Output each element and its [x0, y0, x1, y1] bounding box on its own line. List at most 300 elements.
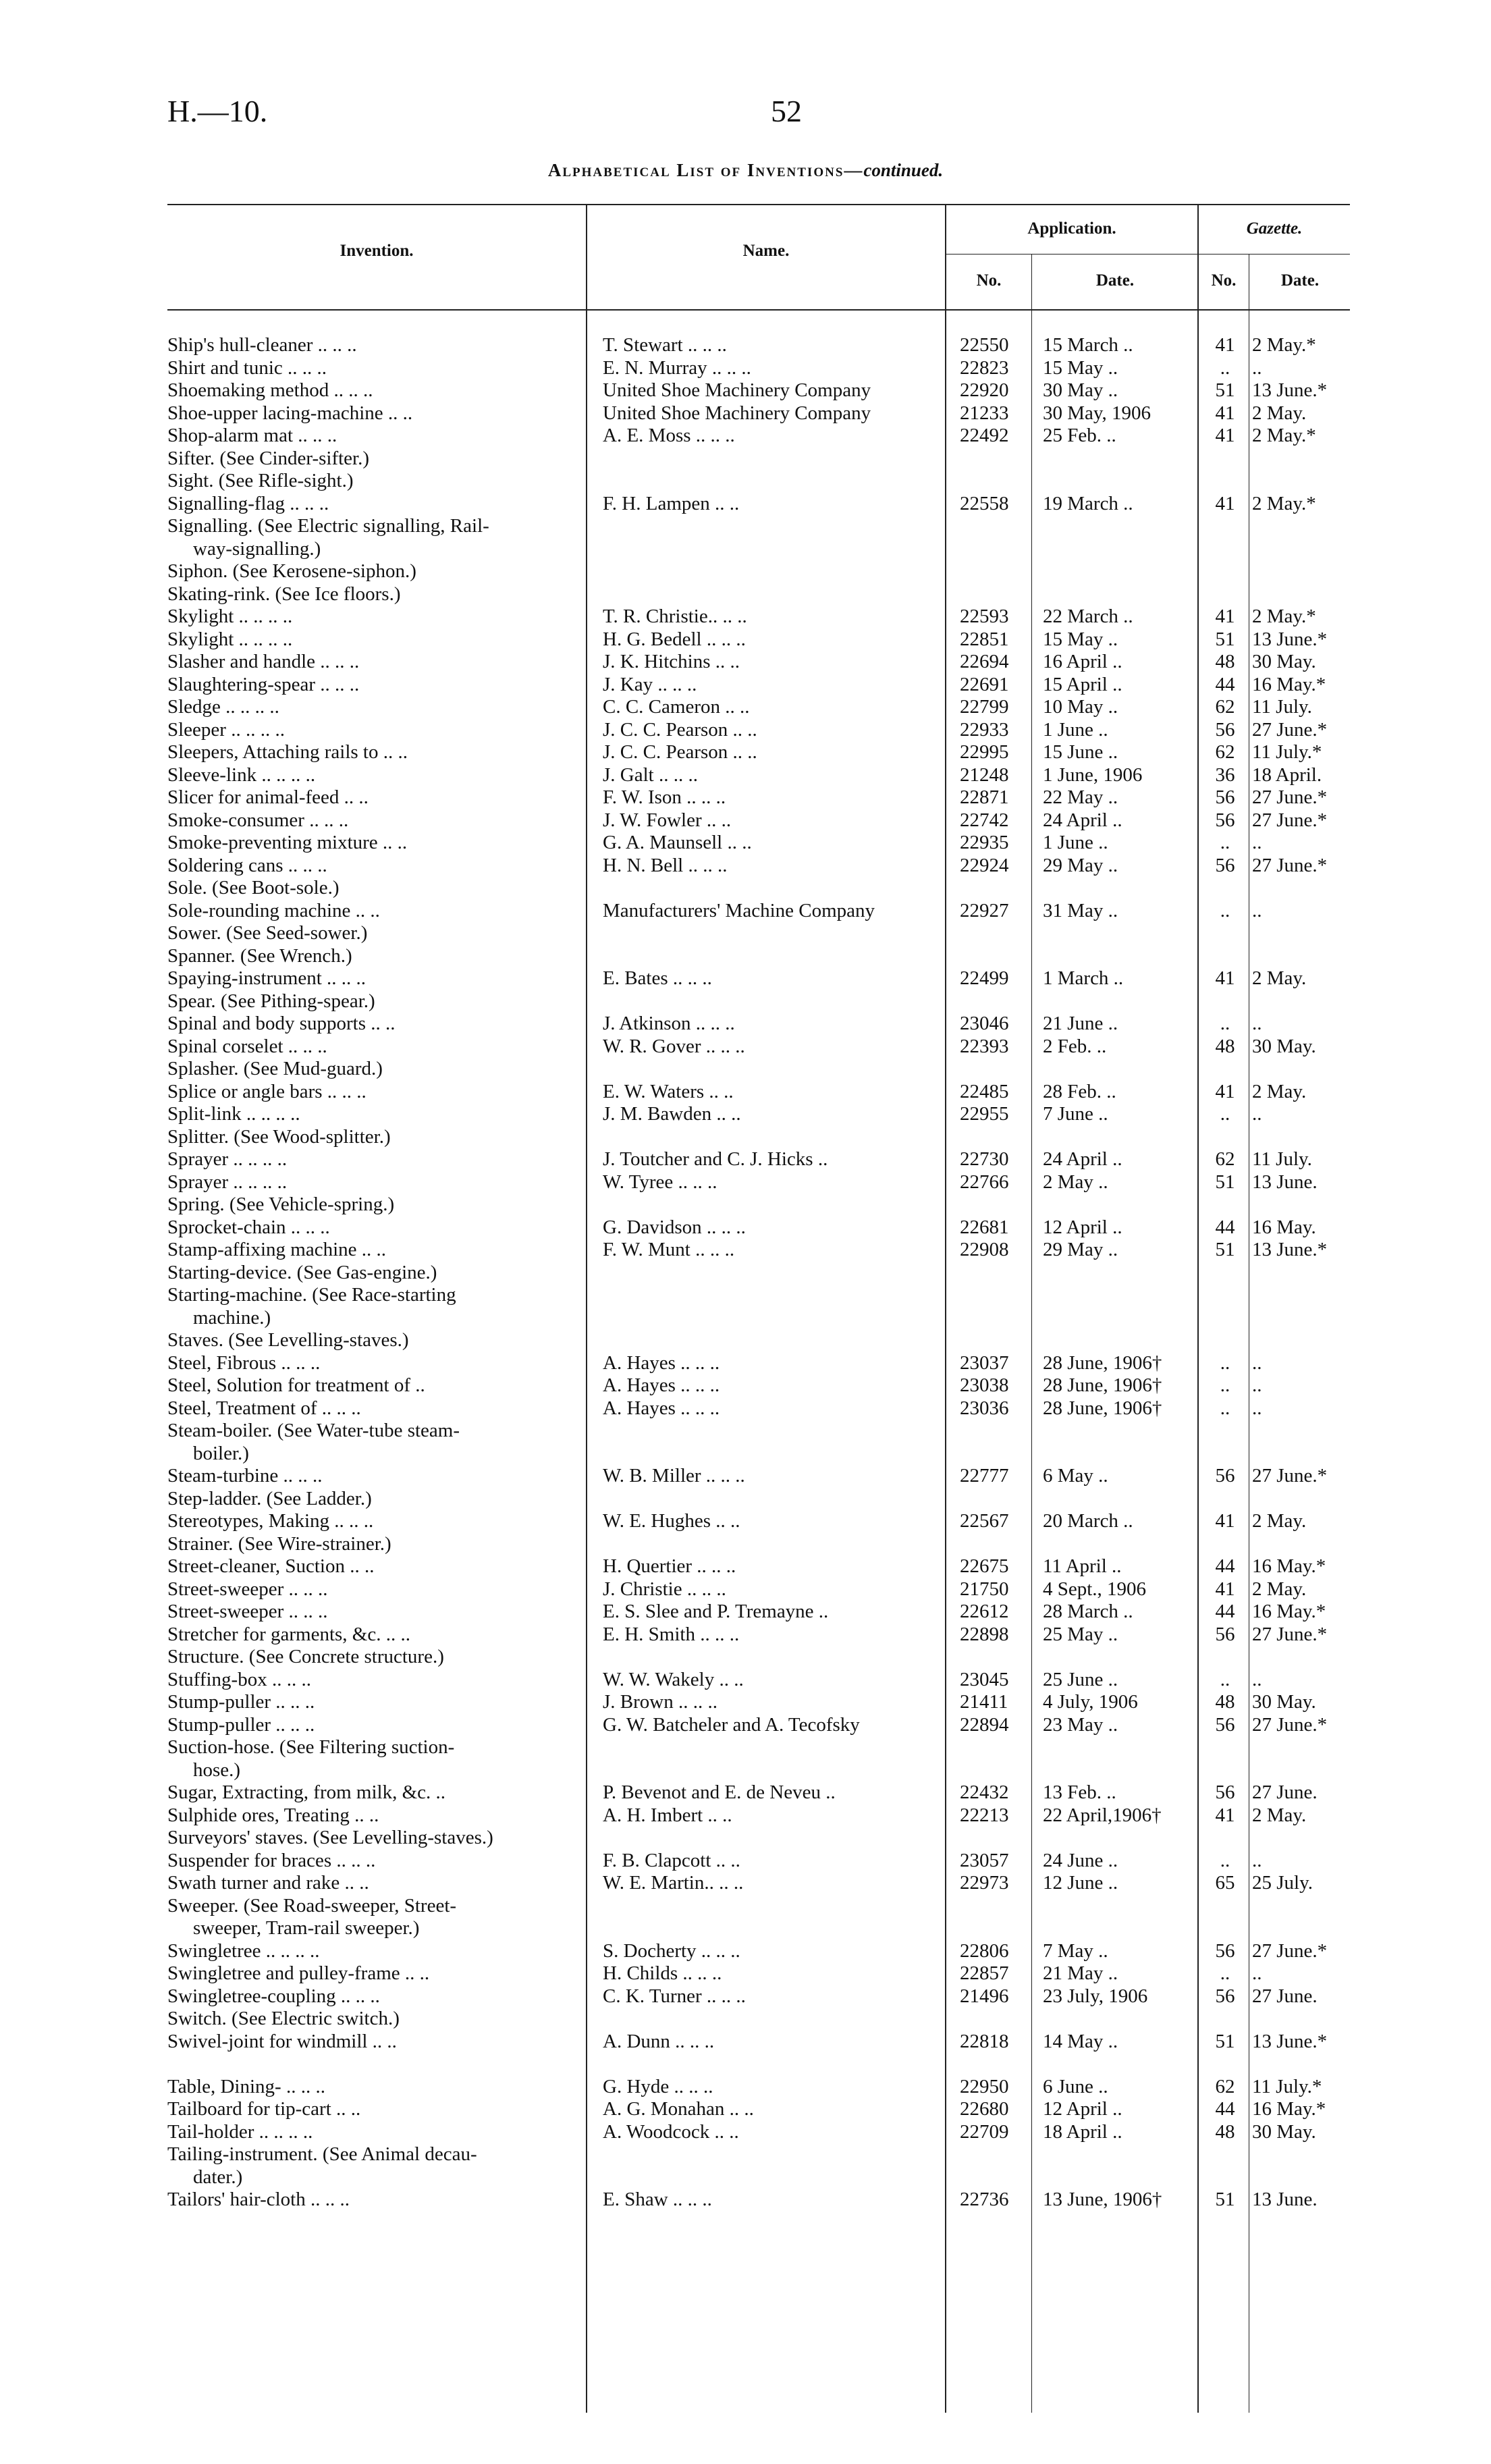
- invention-cell: Splitter. (See Wood-splitter.): [167, 1125, 391, 1148]
- table-row: [0, 1555, 1491, 1578]
- gazette-no-cell: 65: [1215, 1872, 1235, 1894]
- name-cell: A. Hayes .. .. ..: [603, 1397, 720, 1419]
- application-no-cell: 22766: [960, 1171, 1009, 1193]
- gazette-no-cell: ..: [1220, 1103, 1230, 1125]
- application-date-cell: 23 May ..: [1043, 1713, 1118, 1736]
- invention-cell: Starting-device. (See Gas-engine.): [167, 1261, 437, 1283]
- application-no-cell: 22908: [960, 1239, 1009, 1260]
- name-cell: E. S. Slee and P. Tremayne ..: [603, 1601, 829, 1622]
- gazette-date-cell: 13 June.*: [1252, 379, 1328, 401]
- application-no-cell: 23057: [960, 1849, 1009, 1871]
- application-no-cell: 22499: [960, 967, 1009, 989]
- name-cell: F. W. Munt .. .. ..: [603, 1239, 735, 1260]
- invention-cell: Sole-rounding machine .. ..: [167, 899, 380, 921]
- gazette-date-cell: 13 June.*: [1252, 628, 1328, 650]
- table-row: [0, 1057, 1491, 1080]
- table-row: [0, 1939, 1491, 1962]
- application-no-cell: 22927: [960, 899, 1009, 921]
- gazette-date-cell: 27 June.*: [1252, 1623, 1328, 1645]
- gazette-no-cell: 62: [1215, 1148, 1235, 1170]
- invention-cell: Suspender for braces .. .. ..: [167, 1849, 376, 1871]
- invention-cell: Switch. (See Electric switch.): [167, 2008, 400, 2029]
- application-date-cell: 23 July, 1906: [1043, 1985, 1148, 2007]
- invention-cell: Sleeve-link .. .. .. ..: [167, 764, 316, 786]
- application-date-cell: 7 May ..: [1043, 1939, 1108, 1962]
- application-no-cell: 21750: [960, 1578, 1009, 1600]
- table-row: [0, 1351, 1491, 1374]
- gazette-no-cell: 41: [1215, 1510, 1235, 1532]
- invention-cell: Steam-boiler. (See Water-tube steam-: [167, 1420, 460, 1441]
- invention-cell: Spinal corselet .. .. ..: [167, 1035, 327, 1057]
- table-row: [0, 1736, 1491, 1759]
- col-header-invention: Invention.: [340, 242, 414, 260]
- table-row: [0, 1600, 1491, 1623]
- application-no-cell: 22777: [960, 1465, 1009, 1487]
- invention-cell: Tail-holder .. .. .. ..: [167, 2120, 313, 2143]
- col-header-gaz-no: No.: [1211, 271, 1237, 290]
- table-row: [0, 1759, 1491, 1782]
- gazette-no-cell: ..: [1220, 1849, 1230, 1871]
- application-no-cell: 22709: [960, 2120, 1009, 2143]
- name-cell: G. Davidson .. .. ..: [603, 1216, 746, 1238]
- name-cell: C. C. Cameron .. ..: [603, 696, 750, 718]
- gazette-date-cell: 13 June.*: [1252, 2030, 1328, 2052]
- application-date-cell: 21 June ..: [1043, 1013, 1118, 1034]
- table-row: [0, 1329, 1491, 1351]
- invention-cell: Tailing-instrument. (See Animal decau-: [167, 2143, 477, 2165]
- application-date-cell: 28 June, 1906†: [1043, 1374, 1162, 1396]
- table-row: [0, 1374, 1491, 1397]
- invention-cell: Suction-hose. (See Filtering suction-: [167, 1736, 455, 1758]
- invention-cell: Stump-puller .. .. ..: [167, 1691, 315, 1713]
- application-no-cell: 22492: [960, 425, 1009, 446]
- table-row: [0, 1713, 1491, 1736]
- name-cell: G. A. Maunsell .. ..: [603, 832, 752, 853]
- name-cell: T. Stewart .. .. ..: [603, 334, 727, 356]
- name-cell: E. N. Murray .. .. ..: [603, 356, 751, 379]
- col-header-app-no: No.: [976, 271, 1002, 290]
- gazette-date-cell: 13 June.*: [1252, 1239, 1328, 1260]
- gazette-date-cell: 2 May.: [1252, 1510, 1307, 1532]
- gazette-date-cell: 27 June.*: [1252, 1713, 1328, 1736]
- name-cell: T. R. Christie.. .. ..: [603, 606, 747, 627]
- gazette-date-cell: ..: [1252, 356, 1262, 379]
- gazette-date-cell: 2 May.: [1252, 402, 1307, 424]
- invention-cell: Smoke-consumer .. .. ..: [167, 809, 349, 831]
- gazette-date-cell: 2 May.*: [1252, 334, 1316, 356]
- gazette-no-cell: 51: [1215, 2030, 1235, 2052]
- table-row: [0, 1464, 1491, 1487]
- application-no-cell: 22935: [960, 832, 1009, 853]
- gazette-date-cell: 11 July.*: [1252, 2075, 1322, 2097]
- table-row: [0, 1509, 1491, 1532]
- application-date-cell: 22 March ..: [1043, 606, 1133, 627]
- gazette-no-cell: 41: [1215, 334, 1235, 356]
- application-no-cell: 22432: [960, 1782, 1009, 1803]
- table-row: [0, 2143, 1491, 2166]
- application-no-cell: 22950: [960, 2075, 1009, 2097]
- invention-cell: Street-sweeper .. .. ..: [167, 1601, 328, 1622]
- application-no-cell: 22730: [960, 1148, 1009, 1170]
- gazette-no-cell: 56: [1215, 1939, 1235, 1962]
- gazette-date-cell: 16 May.*: [1252, 1601, 1326, 1622]
- gazette-no-cell: 44: [1215, 1216, 1235, 1238]
- application-no-cell: 23046: [960, 1013, 1009, 1034]
- invention-cell: Soldering cans .. .. ..: [167, 854, 327, 876]
- name-cell: A. Dunn .. .. ..: [603, 2030, 715, 2052]
- table-row: [0, 379, 1491, 402]
- application-no-cell: 22894: [960, 1713, 1009, 1736]
- gazette-date-cell: ..: [1252, 832, 1262, 853]
- application-date-cell: 12 April ..: [1043, 1216, 1122, 1238]
- application-date-cell: 25 Feb. ..: [1043, 425, 1116, 446]
- table-row: [0, 695, 1491, 718]
- table-row: [0, 1645, 1491, 1668]
- table-top-rule: [167, 204, 1350, 205]
- application-date-cell: 19 March ..: [1043, 492, 1133, 514]
- name-cell: United Shoe Machinery Company: [603, 379, 871, 401]
- table-row: [0, 1781, 1491, 1804]
- name-cell: J. Christie .. .. ..: [603, 1578, 726, 1600]
- invention-cell: Sleepers, Attaching rails to .. ..: [167, 741, 408, 763]
- page-number: 52: [771, 94, 802, 128]
- invention-cell: Step-ladder. (See Ladder.): [167, 1487, 372, 1509]
- table-row: [0, 1238, 1491, 1261]
- col-header-name: Name.: [742, 242, 790, 260]
- table-row: [0, 990, 1491, 1013]
- table-row: [0, 673, 1491, 696]
- gazette-no-cell: 56: [1215, 809, 1235, 831]
- gazette-date-cell: 27 June.: [1252, 1782, 1318, 1803]
- table-row: [0, 786, 1491, 809]
- application-date-cell: 22 May ..: [1043, 786, 1118, 808]
- invention-cell: Spinal and body supports .. ..: [167, 1013, 396, 1034]
- table-row: [0, 605, 1491, 628]
- gazette-no-cell: ..: [1220, 1374, 1230, 1396]
- application-no-cell: 22550: [960, 334, 1009, 356]
- gazette-date-cell: 30 May.: [1252, 1691, 1316, 1713]
- application-no-cell: 22857: [960, 1962, 1009, 1984]
- table-row: [0, 1532, 1491, 1555]
- invention-cell: hose.): [193, 1759, 241, 1781]
- table-row: [0, 1171, 1491, 1194]
- gazette-date-cell: 2 May.: [1252, 1080, 1307, 1102]
- gazette-date-cell: 13 June.: [1252, 2189, 1318, 2210]
- name-cell: E. H. Smith .. .. ..: [603, 1623, 740, 1645]
- name-cell: P. Bevenot and E. de Neveu ..: [603, 1782, 836, 1803]
- gazette-no-cell: 51: [1215, 628, 1235, 650]
- gazette-no-cell: ..: [1220, 1668, 1230, 1690]
- gazette-no-cell: 41: [1215, 492, 1235, 514]
- invention-cell: machine.): [193, 1306, 271, 1329]
- name-cell: H. G. Bedell .. .. ..: [603, 628, 746, 650]
- name-cell: J. Atkinson .. .. ..: [603, 1013, 735, 1034]
- gazette-no-cell: 41: [1215, 1080, 1235, 1102]
- application-date-cell: 25 May ..: [1043, 1623, 1118, 1645]
- application-date-cell: 21 May ..: [1043, 1962, 1118, 1984]
- application-date-cell: 24 June ..: [1043, 1849, 1118, 1871]
- application-no-cell: 22485: [960, 1080, 1009, 1102]
- col-header-application: Application.: [1027, 219, 1116, 238]
- gazette-no-cell: 48: [1215, 1035, 1235, 1057]
- page-title: Alphabetical List of Inventions—continued.: [547, 160, 944, 180]
- application-date-cell: 1 June ..: [1043, 718, 1108, 741]
- gazette-no-cell: 56: [1215, 1713, 1235, 1736]
- invention-cell: Stump-puller .. .. ..: [167, 1713, 315, 1736]
- invention-cell: Tailors' hair-cloth .. .. ..: [167, 2189, 350, 2210]
- gazette-no-cell: 62: [1215, 741, 1235, 763]
- application-date-cell: 1 June ..: [1043, 832, 1108, 853]
- table-row: [0, 1578, 1491, 1601]
- application-no-cell: 22955: [960, 1103, 1009, 1125]
- table-row: [0, 2166, 1491, 2189]
- name-cell: W. Tyree .. .. ..: [603, 1171, 717, 1193]
- invention-cell: Shoe-upper lacing-machine .. ..: [167, 402, 413, 424]
- application-date-cell: 7 June ..: [1043, 1103, 1108, 1125]
- name-cell: J. W. Fowler .. ..: [603, 809, 732, 831]
- gazette-no-cell: 41: [1215, 402, 1235, 424]
- col-header-app-date: Date.: [1095, 271, 1135, 290]
- name-cell: H. Childs .. .. ..: [603, 1962, 722, 1984]
- application-no-cell: 22680: [960, 2098, 1009, 2120]
- table-row: [0, 469, 1491, 492]
- application-no-cell: 22558: [960, 492, 1009, 514]
- name-cell: J. Toutcher and C. J. Hicks ..: [603, 1148, 828, 1170]
- application-date-cell: 28 June, 1906†: [1043, 1351, 1162, 1374]
- table-row: [0, 1148, 1491, 1171]
- table-row: [0, 854, 1491, 877]
- name-cell: A. G. Monahan .. ..: [603, 2098, 754, 2120]
- table-row: [0, 1668, 1491, 1691]
- invention-cell: Sweeper. (See Road-sweeper, Street-: [167, 1894, 457, 1917]
- application-date-cell: 15 May ..: [1043, 628, 1118, 650]
- invention-cell: Slaughtering-spear .. .. ..: [167, 673, 360, 695]
- invention-cell: Steel, Solution for treatment of ..: [167, 1374, 425, 1396]
- table-row: [0, 333, 1491, 356]
- application-no-cell: 23045: [960, 1668, 1009, 1690]
- invention-cell: Splice or angle bars .. .. ..: [167, 1080, 367, 1102]
- table-row: [0, 1894, 1491, 1917]
- invention-cell: Sulphide ores, Treating .. ..: [167, 1804, 379, 1826]
- application-no-cell: 22742: [960, 809, 1009, 831]
- application-no-cell: 23037: [960, 1351, 1009, 1374]
- gazette-date-cell: 2 May.: [1252, 1804, 1307, 1826]
- invention-cell: Swingletree-coupling .. .. ..: [167, 1985, 380, 2007]
- application-date-cell: 11 April ..: [1043, 1555, 1122, 1577]
- table-row: [0, 1623, 1491, 1646]
- gazette-date-cell: 16 May.*: [1252, 1555, 1326, 1577]
- application-date-cell: 30 May ..: [1043, 379, 1118, 401]
- name-cell: J. C. C. Pearson .. ..: [603, 718, 757, 741]
- application-subheader-rule: [946, 254, 1350, 255]
- gazette-no-cell: 44: [1215, 673, 1235, 695]
- application-no-cell: 22736: [960, 2189, 1009, 2210]
- table-row: [0, 628, 1491, 651]
- gazette-date-cell: 30 May.: [1252, 1035, 1316, 1057]
- table-row: [0, 356, 1491, 379]
- application-no-cell: 22806: [960, 1939, 1009, 1962]
- invention-cell: Smoke-preventing mixture .. ..: [167, 832, 408, 853]
- application-no-cell: 22933: [960, 718, 1009, 741]
- name-cell: E. Shaw .. .. ..: [603, 2189, 712, 2210]
- invention-cell: Sifter. (See Cinder-sifter.): [167, 447, 370, 469]
- invention-cell: Sower. (See Seed-sower.): [167, 922, 368, 944]
- application-date-cell: 2 Feb. ..: [1043, 1035, 1107, 1057]
- application-date-cell: 12 April ..: [1043, 2098, 1122, 2120]
- table-row: [0, 1849, 1491, 1872]
- invention-cell: Skylight .. .. .. ..: [167, 606, 293, 627]
- table-row: [0, 2007, 1491, 2030]
- gazette-no-cell: 56: [1215, 1782, 1235, 1803]
- gazette-no-cell: 48: [1215, 651, 1235, 672]
- name-cell: J. Kay .. .. ..: [603, 673, 697, 695]
- application-no-cell: 22681: [960, 1216, 1009, 1238]
- invention-cell: Slicer for animal-feed .. ..: [167, 786, 369, 808]
- gazette-date-cell: ..: [1252, 1397, 1262, 1419]
- table-row: [0, 650, 1491, 673]
- invention-cell: way-signalling.): [193, 537, 321, 560]
- gazette-no-cell: 44: [1215, 1601, 1235, 1622]
- gazette-date-cell: 25 July.: [1252, 1872, 1313, 1894]
- table-row: [0, 1419, 1491, 1442]
- name-cell: W. B. Miller .. .. ..: [603, 1465, 745, 1487]
- application-date-cell: 29 May ..: [1043, 854, 1118, 876]
- application-no-cell: 22871: [960, 786, 1009, 808]
- application-no-cell: 21233: [960, 402, 1009, 424]
- gazette-no-cell: 62: [1215, 696, 1235, 718]
- invention-cell: Skating-rink. (See Ice floors.): [167, 583, 401, 605]
- application-no-cell: 21411: [960, 1691, 1008, 1713]
- name-cell: W. E. Martin.. .. ..: [603, 1872, 744, 1894]
- application-date-cell: 28 March ..: [1043, 1601, 1133, 1622]
- invention-cell: Steam-turbine .. .. ..: [167, 1465, 323, 1487]
- table-row: [0, 1216, 1491, 1239]
- table-row: [0, 944, 1491, 967]
- application-date-cell: 16 April ..: [1043, 651, 1122, 672]
- table-row: [0, 1804, 1491, 1827]
- table-header-bottom-rule: [167, 309, 1350, 311]
- invention-cell: Stretcher for garments, &c. .. ..: [167, 1623, 410, 1645]
- gazette-date-cell: 16 May.: [1252, 1216, 1316, 1238]
- gazette-no-cell: ..: [1220, 899, 1230, 921]
- application-no-cell: 21496: [960, 1985, 1009, 2007]
- gazette-date-cell: 11 July.: [1252, 1148, 1312, 1170]
- application-date-cell: 31 May ..: [1043, 899, 1118, 921]
- table-row: [0, 741, 1491, 764]
- application-date-cell: 15 April ..: [1043, 673, 1122, 695]
- name-cell: H. N. Bell .. .. ..: [603, 854, 728, 876]
- application-no-cell: 23038: [960, 1374, 1009, 1396]
- gazette-date-cell: 13 June.: [1252, 1171, 1318, 1193]
- gazette-no-cell: ..: [1220, 356, 1230, 379]
- invention-cell: Stamp-affixing machine .. ..: [167, 1239, 387, 1260]
- name-cell: Manufacturers' Machine Company: [603, 899, 875, 921]
- invention-cell: Stereotypes, Making .. .. ..: [167, 1510, 374, 1532]
- table-row: [0, 2188, 1491, 2211]
- application-date-cell: 6 June ..: [1043, 2075, 1108, 2097]
- invention-cell: Siphon. (See Kerosene-siphon.): [167, 560, 416, 582]
- invention-cell: Street-sweeper .. .. ..: [167, 1578, 328, 1600]
- gazette-date-cell: 2 May.: [1252, 1578, 1307, 1600]
- invention-cell: Swath turner and rake .. ..: [167, 1872, 369, 1894]
- application-date-cell: 4 Sept., 1906: [1043, 1578, 1147, 1600]
- table-row: [0, 1690, 1491, 1713]
- name-cell: A. Hayes .. .. ..: [603, 1351, 720, 1374]
- name-cell: E. Bates .. .. ..: [603, 967, 712, 989]
- application-date-cell: 29 May ..: [1043, 1239, 1118, 1260]
- application-no-cell: 22213: [960, 1804, 1009, 1826]
- invention-cell: dater.): [193, 2166, 243, 2188]
- invention-cell: Shop-alarm mat .. .. ..: [167, 425, 337, 446]
- invention-cell: Sledge .. .. .. ..: [167, 696, 279, 718]
- name-cell: A. E. Moss .. .. ..: [603, 425, 735, 446]
- name-cell: A. Woodcock .. ..: [603, 2120, 739, 2143]
- application-no-cell: 22612: [960, 1601, 1009, 1622]
- name-cell: J. Brown .. .. ..: [603, 1691, 717, 1713]
- application-date-cell: 15 March ..: [1043, 334, 1133, 356]
- gazette-no-cell: 51: [1215, 2189, 1235, 2210]
- table-row: [0, 1102, 1491, 1125]
- gazette-no-cell: 41: [1215, 1804, 1235, 1826]
- name-cell: F. W. Ison .. .. ..: [603, 786, 726, 808]
- application-no-cell: 22694: [960, 651, 1009, 672]
- table-row: [0, 537, 1491, 560]
- application-date-cell: 14 May ..: [1043, 2030, 1118, 2052]
- invention-cell: Skylight .. .. .. ..: [167, 628, 293, 650]
- application-date-cell: 22 April,1906†: [1043, 1804, 1162, 1826]
- name-cell: J. C. C. Pearson .. ..: [603, 741, 757, 763]
- gazette-date-cell: ..: [1252, 1374, 1262, 1396]
- table-row: [0, 1193, 1491, 1216]
- gazette-date-cell: ..: [1252, 1962, 1262, 1984]
- name-cell: A. Hayes .. .. ..: [603, 1374, 720, 1396]
- application-date-cell: 30 May, 1906: [1043, 402, 1151, 424]
- table-row: [0, 1080, 1491, 1103]
- table-row: [0, 967, 1491, 990]
- application-no-cell: 22567: [960, 1510, 1009, 1532]
- table-row: [0, 1917, 1491, 1939]
- table-row: [0, 2120, 1491, 2143]
- gazette-date-cell: 16 May.*: [1252, 673, 1326, 695]
- gazette-no-cell: 41: [1215, 606, 1235, 627]
- invention-cell: Signalling. (See Electric signalling, Rail-: [167, 515, 489, 537]
- application-date-cell: 28 June, 1906†: [1043, 1397, 1162, 1419]
- application-no-cell: 22924: [960, 854, 1009, 876]
- application-date-cell: 24 April ..: [1043, 1148, 1122, 1170]
- invention-cell: Sugar, Extracting, from milk, &c. ..: [167, 1782, 446, 1803]
- gazette-date-cell: 27 June.*: [1252, 809, 1328, 831]
- name-cell: J. M. Bawden .. ..: [603, 1103, 741, 1125]
- invention-cell: Tailboard for tip-cart .. ..: [167, 2098, 361, 2120]
- invention-cell: Sprocket-chain .. .. ..: [167, 1216, 330, 1238]
- name-cell: H. Quertier .. .. ..: [603, 1555, 736, 1577]
- invention-cell: Steel, Treatment of .. .. ..: [167, 1397, 361, 1419]
- gazette-no-cell: 48: [1215, 1691, 1235, 1713]
- application-no-cell: 21248: [960, 764, 1009, 786]
- application-date-cell: 10 May ..: [1043, 696, 1118, 718]
- application-date-cell: 1 June, 1906: [1043, 764, 1143, 786]
- gazette-no-cell: 41: [1215, 425, 1235, 446]
- gazette-no-cell: 41: [1215, 1578, 1235, 1600]
- invention-cell: Sole. (See Boot-sole.): [167, 877, 340, 899]
- gazette-no-cell: 48: [1215, 2120, 1235, 2143]
- invention-cell: Spanner. (See Wrench.): [167, 944, 352, 967]
- application-no-cell: 23036: [960, 1397, 1009, 1419]
- gazette-date-cell: 11 July.: [1252, 696, 1312, 718]
- invention-cell: Signalling-flag .. .. ..: [167, 492, 329, 514]
- application-date-cell: 20 March ..: [1043, 1510, 1133, 1532]
- name-cell: J. K. Hitchins .. ..: [603, 651, 740, 672]
